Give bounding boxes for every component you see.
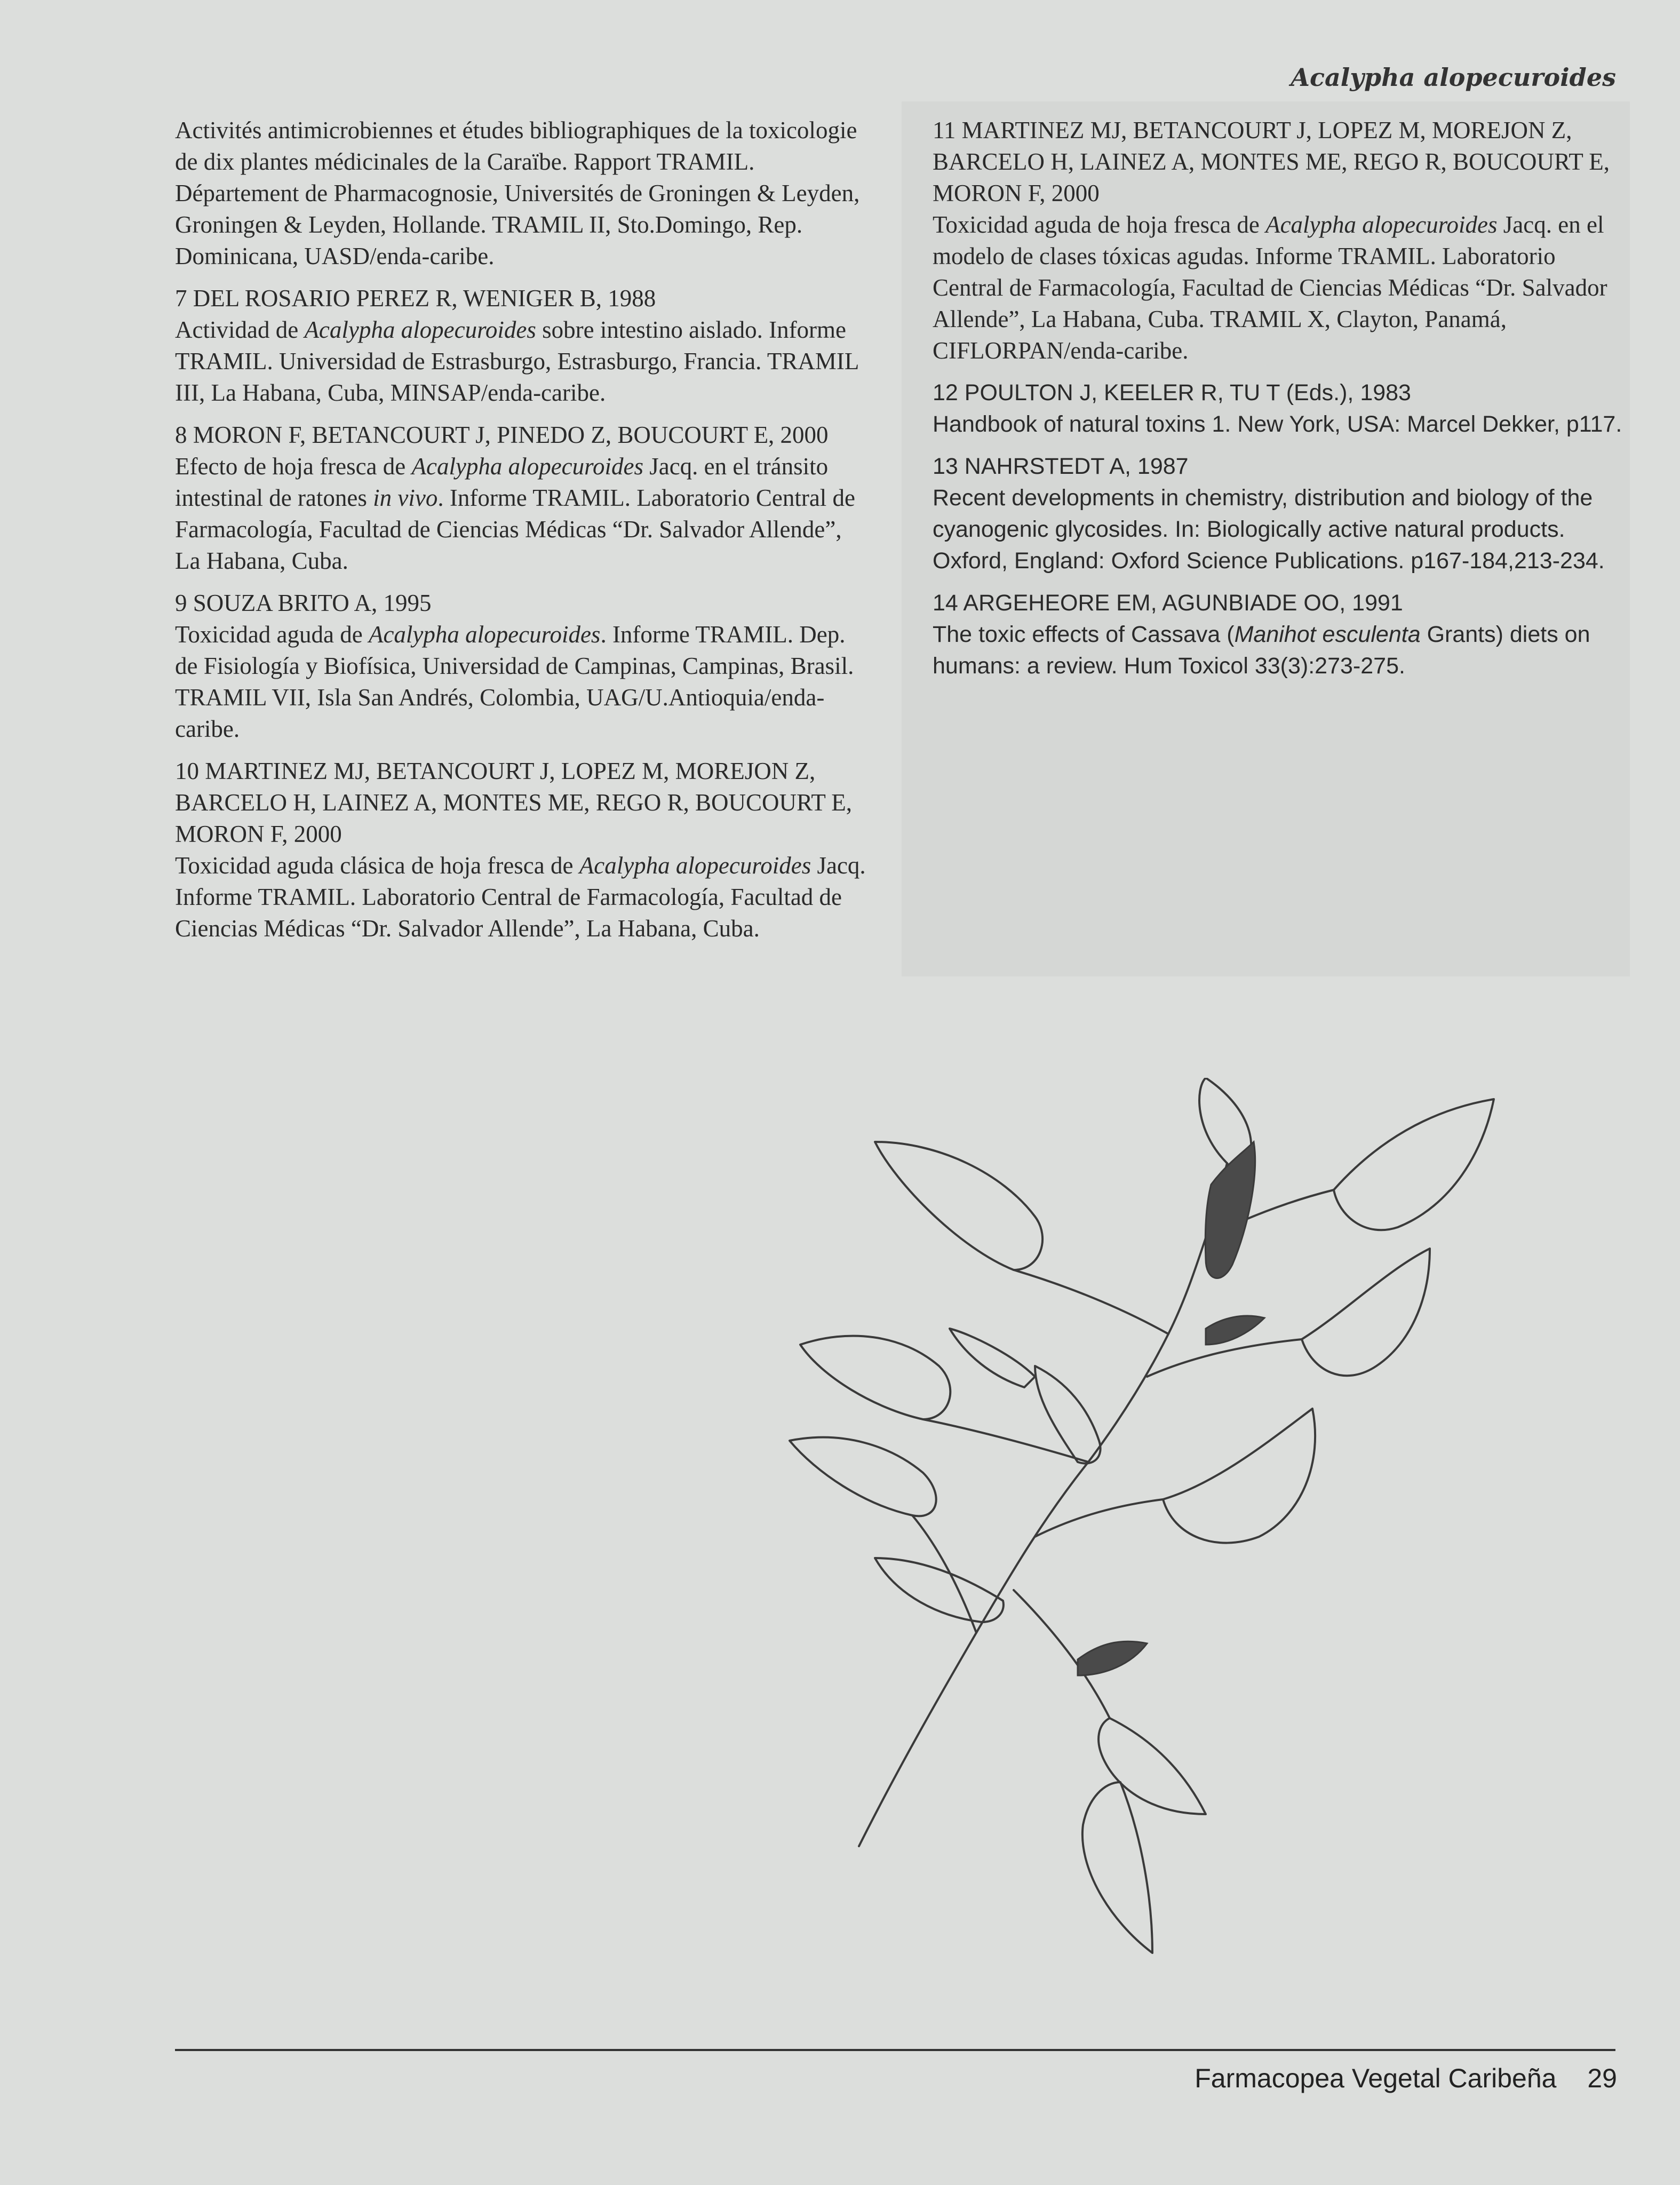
reference-citation [175,451,869,577]
italic-term: in vivo [373,484,438,511]
reference-entry [933,587,1626,682]
citation-text: sobre intestino aislado. Informe TRAMIL. Universidad de Estrasburgo, Estrasburgo, Francia. TRAMIL III, La Habana, Cuba, MINSAP/enda-caribe. [175,316,858,406]
reference-citation [175,619,869,745]
page-number: 29 [1587,2063,1617,2093]
plant-leaf [1082,1782,1152,1953]
italic-term: Acalypha alopecuroides [579,852,811,879]
reference-authors: 12 POULTON J, KEELER R, TU T (Eds.), 1983 [933,380,1411,406]
running-header: Acalypha alopecuroides [1291,63,1616,92]
citation-text: Jacq. en el modelo de clases tóxicas agudas. Informe TRAMIL. Laboratorio Central de Farmacología, Facultad de Ciencias Médicas “Dr. Salvador Allende”, La Habana, Cuba. TRAMIL X, Clayton, Panamá, CIFLORPAN/enda-caribe. [933,211,1607,364]
plant-illustration [736,1078,1643,1996]
reference-authors: 10 MARTINEZ MJ, BETANCOURT J, LOPEZ M, MOREJON Z, BARCELO H, LAINEZ A, MONTES ME, REGO R, BOUCOURT E, MORON F, 2000 [175,758,852,847]
references-right-column [933,115,1626,693]
plant-leaf [1098,1718,1206,1814]
citation-text: Jacq. en el tránsito intestinal de ratones [175,453,829,511]
citation-text: Recent developments in chemistry, distribution and biology of the cyanogenic glycosides. In: Biologically active natural products. Oxford, England: Oxford Science Publications. p167-184,213-234. [933,485,1605,574]
reference-entry [175,756,869,944]
reference-authors: 9 SOUZA BRITO A, 1995 [175,590,432,616]
citation-text: Toxicidad aguda de hoja fresca de [933,211,1266,238]
plant-branch [912,1515,976,1633]
reference-entry [175,115,869,272]
italic-term: Manihot esculenta [1234,622,1421,647]
reference-citation [933,482,1626,577]
reference-authors: 11 MARTINEZ MJ, BETANCOURT J, LOPEZ M, MOREJON Z, BARCELO H, LAINEZ A, MONTES ME, REGO R, BOUCOURT E, MORON F, 2000 [933,117,1610,206]
reference-authors: 7 DEL ROSARIO PEREZ R, WENIGER B, 1988 [175,285,656,312]
footer-rule [175,2049,1615,2051]
reference-citation [175,115,869,272]
italic-term: Acalypha alopecuroides [1265,211,1498,238]
italic-term: Acalypha alopecuroides [304,316,536,343]
citation-text: Toxicidad aguda clásica de hoja fresca de [175,852,579,879]
plant-stem [859,1163,1227,1846]
flower-spike [1205,1142,1255,1278]
references-left-column [175,115,869,955]
citation-text: The toxic effects of Cassava ( [933,622,1235,647]
reference-entry [933,451,1626,577]
citation-text: Efecto de hoja fresca de [175,453,412,480]
reference-entry [933,377,1626,440]
plant-leaf [875,1558,1004,1622]
reference-authors: 8 MORON F, BETANCOURT J, PINEDO Z, BOUCOURT E, 2000 [175,422,829,448]
reference-citation [933,619,1626,682]
footer-book-title: Farmacopea Vegetal Caribeña [1195,2063,1557,2093]
page-footer [1195,2063,1617,2094]
flower-spike [1078,1641,1147,1675]
italic-term: Acalypha alopecuroides [368,621,601,648]
flower-spike [1206,1316,1264,1345]
reference-entry [175,587,869,745]
plant-branch [1035,1499,1163,1537]
plant-leaf [875,1142,1042,1270]
reference-citation [175,850,869,944]
plant-leaf [1302,1249,1430,1376]
plant-leaf [950,1329,1035,1387]
plant-branch [1147,1339,1302,1377]
reference-entry [175,419,869,577]
reference-entry [175,283,869,409]
plant-leaf [1334,1099,1494,1230]
citation-text: Grants) diets on humans: a review. Hum Toxicol 33(3):273-275. [933,622,1590,679]
citation-text: . Informe TRAMIL. Dep. de Fisiología y Biofísica, Universidad de Campinas, Campinas, Brasil. TRAMIL VII, Isla San Andrés, Colombia, UAG/U.Antioquia/enda-caribe. [175,621,854,742]
reference-authors: 14 ARGEHEORE EM, AGUNBIADE OO, 1991 [933,590,1403,616]
reference-citation [175,314,869,409]
citation-text: Jacq. Informe TRAMIL. Laboratorio Central de Farmacología, Facultad de Ciencias Médicas “Dr. Salvador Allende”, La Habana, Cuba. [175,852,866,942]
reference-citation [933,409,1626,440]
reference-entry [933,115,1626,367]
reference-citation [933,209,1626,367]
plant-leaf [1163,1409,1315,1543]
citation-text: . Informe TRAMIL. Laboratorio Central de Farmacología, Facultad de Ciencias Médicas “Dr. Salvador Allende”, La Habana, Cuba. [175,484,856,574]
citation-text: Handbook of natural toxins 1. New York, USA: Marcel Dekker, p117. [933,411,1622,437]
italic-term: Acalypha alopecuroides [411,453,643,480]
citation-text: Actividad de [175,316,305,343]
citation-text: Toxicidad aguda de [175,621,369,648]
plant-leaf [800,1336,950,1419]
reference-authors: 13 NAHRSTEDT A, 1987 [933,454,1189,479]
plant-branch [1014,1270,1168,1334]
citation-text: Activités antimicrobiennes et études bibliographiques de la toxicologie de dix plantes médicinales de la Caraïbe. Rapport TRAMIL. Département de Pharmacognosie, Universités de Groningen & Leyden, Groningen & Leyden, Hollande. TRAMIL II, Sto.Domingo, Rep. Dominicana, UASD/enda-caribe. [175,117,860,269]
plant-leaf [790,1437,936,1516]
